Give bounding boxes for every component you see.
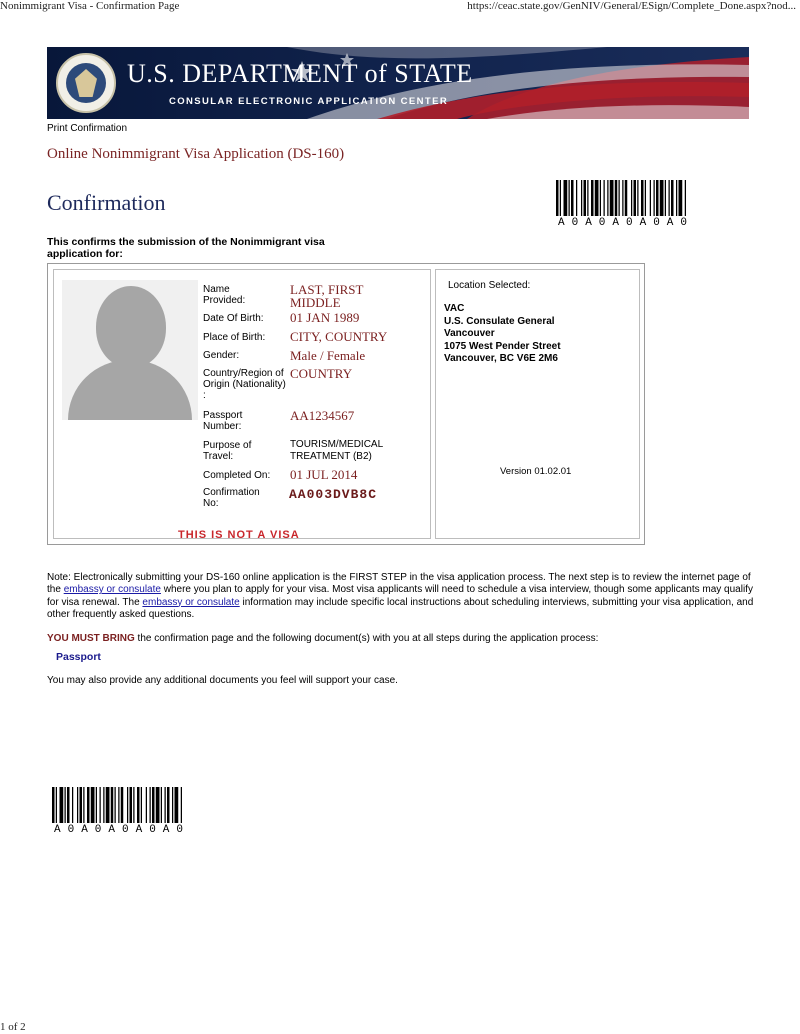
barcode-bottom-text: A0A0A0A0A0 — [54, 824, 191, 836]
must-bring-text: the confirmation page and the following document(s) with you at all steps during the application process: — [134, 633, 599, 644]
location-line: U.S. Consulate General — [444, 315, 555, 327]
pob-label: Place of Birth: — [203, 332, 266, 343]
print-header-url: https://ceac.state.gov/GenNIV/General/ESign/Complete_Done.aspx?nod... — [467, 0, 796, 12]
name-label: Name Provided: — [203, 284, 246, 306]
barcode-bar — [556, 180, 559, 216]
barcode-bar — [152, 787, 155, 823]
embassy-consulate-link[interactable]: embassy or consulate — [63, 584, 161, 596]
barcode-bar — [175, 787, 179, 823]
barcode-bar — [564, 180, 568, 216]
barcode-bar — [146, 787, 147, 823]
location-pane — [435, 269, 640, 539]
barcode-bar — [622, 180, 623, 216]
barcode-bar — [595, 180, 599, 216]
barcode-bar — [100, 787, 101, 823]
embassy-consulate-link-2[interactable]: embassy or consulate — [142, 596, 240, 608]
barcode-bar — [181, 787, 182, 823]
barcode-bar — [641, 180, 644, 216]
barcode-bar — [634, 180, 637, 216]
dob-value: 01 JAN 1989 — [290, 310, 360, 325]
applicant-card — [47, 263, 645, 545]
barcode-bar — [604, 180, 605, 216]
barcode-bottom — [52, 787, 230, 836]
barcode-bar — [615, 180, 618, 216]
state-department-banner — [47, 47, 749, 119]
location-line: Vancouver, BC V6E 2M6 — [444, 353, 558, 364]
must-bring-label: YOU MUST BRING — [47, 633, 135, 644]
barcode-bar — [571, 180, 574, 216]
barcode-bar — [637, 180, 638, 216]
location-line: Vancouver — [444, 328, 495, 339]
barcode-bottom-bars — [52, 787, 230, 823]
barcode-bar — [91, 787, 95, 823]
note-text-1: Note: Electronically submitting your DS-160 online application is the FIRST STEP in the visa application process. The next step is to review the internet page of the — [47, 572, 751, 596]
note-text-3: information may include specific local instructions about scheduling interviews, submitting your visa application, and other frequently asked questions. — [47, 596, 754, 620]
barcode-bar — [669, 180, 670, 216]
page-number: 1 of 2 — [0, 1021, 26, 1033]
barcode-bar — [645, 180, 646, 216]
print-confirmation-label: Print Confirmation — [47, 123, 128, 134]
barcode-bar — [650, 180, 651, 216]
barcode-bar — [87, 787, 90, 823]
department-subtitle: CONSULAR ELECTRONIC APPLICATION CENTER — [169, 96, 449, 107]
barcode-bar — [127, 787, 128, 823]
barcode-bar — [172, 787, 173, 823]
dob-label: Date Of Birth: — [203, 313, 264, 324]
barcode-bar — [660, 180, 664, 216]
barcode-bar — [137, 787, 140, 823]
passport-label: Passport Number: — [203, 410, 243, 432]
barcode-bar — [607, 180, 608, 216]
barcode-bar — [106, 787, 110, 823]
confirmation-label: Confirmation No: — [203, 487, 260, 509]
barcode-bar — [569, 180, 570, 216]
barcode-bar — [60, 787, 64, 823]
barcode-bar — [656, 180, 659, 216]
name-value: LAST, FIRST MIDDLE — [290, 282, 364, 310]
barcode-bar — [631, 180, 632, 216]
barcode-bar — [80, 787, 83, 823]
barcode-bar — [576, 180, 577, 216]
barcode-bar — [679, 180, 683, 216]
note-paragraph — [47, 572, 757, 621]
location-line: VAC — [444, 303, 465, 314]
print-header-title: Nonimmigrant Visa - Confirmation Page — [0, 0, 180, 12]
gender-value: Male / Female — [290, 348, 366, 363]
completed-value: 01 JUL 2014 — [290, 467, 358, 482]
barcode-bar — [671, 180, 674, 216]
department-title: U.S. DEPARTMENT of STATE — [127, 59, 473, 88]
barcode-bar — [587, 180, 588, 216]
location-label: Location Selected: — [448, 280, 531, 291]
barcode-top-bars — [556, 180, 734, 216]
department-seal-icon — [56, 53, 116, 113]
barcode-bar — [103, 787, 104, 823]
note-text-2: where you plan to apply for your visa. Most visa applicants will need to schedule a visa interview, though some applicants may qualify for visa renewal. The — [47, 584, 753, 608]
barcode-top-text: A0A0A0A0A0 — [558, 217, 695, 229]
not-a-visa-notice: THIS IS NOT A VISA — [178, 529, 300, 541]
country-value: COUNTRY — [290, 366, 353, 381]
barcode-bar — [133, 787, 134, 823]
barcode-bar — [581, 180, 582, 216]
barcode-bar — [83, 787, 84, 823]
barcode-bar — [584, 180, 587, 216]
applicant-details-pane — [53, 269, 431, 539]
location-line: 1075 West Pender Street — [444, 340, 561, 352]
barcode-bar — [150, 787, 151, 823]
confirmation-heading: Confirmation — [47, 190, 166, 215]
passport-value: AA1234567 — [290, 408, 355, 423]
pob-value: CITY, COUNTRY — [290, 329, 388, 344]
confirmation-number: AA003DVB8C — [289, 487, 378, 502]
barcode-bar — [685, 180, 686, 216]
barcode-bar — [619, 180, 620, 216]
barcode-bar — [665, 180, 666, 216]
barcode-bar — [165, 787, 166, 823]
barcode-bar — [625, 180, 628, 216]
barcode-bar — [130, 787, 133, 823]
country-label: Country/Region of Origin (Nationality) : — [203, 368, 286, 401]
barcode-bar — [67, 787, 70, 823]
applicant-photo-placeholder-icon — [62, 280, 198, 420]
barcode-bar — [654, 180, 655, 216]
barcode-bar — [77, 787, 78, 823]
barcode-bar — [56, 787, 57, 823]
barcode-bar — [121, 787, 124, 823]
must-bring-paragraph — [47, 633, 757, 645]
barcode-bar — [118, 787, 119, 823]
print-header — [0, 0, 800, 14]
confirms-text: This confirms the submission of the Nonimmigrant visa application for: — [47, 236, 325, 260]
purpose-value: TOURISM/MEDICAL TREATMENT (B2) — [290, 439, 383, 462]
barcode-bar — [156, 787, 160, 823]
gender-label: Gender: — [203, 350, 240, 361]
application-title: Online Nonimmigrant Visa Application (DS-160) — [47, 146, 345, 162]
barcode-bar — [72, 787, 73, 823]
barcode-bar — [65, 787, 66, 823]
barcode-bar — [96, 787, 97, 823]
barcode-top — [556, 180, 734, 229]
completed-label: Completed On: — [203, 470, 271, 481]
additional-documents-text: You may also provide any additional documents you feel will support your case. — [47, 675, 398, 686]
barcode-bar — [167, 787, 170, 823]
barcode-bar — [111, 787, 114, 823]
purpose-label: Purpose of Travel: — [203, 440, 252, 462]
location-address — [444, 303, 561, 366]
barcode-bar — [161, 787, 162, 823]
barcode-bar — [115, 787, 116, 823]
barcode-bar — [610, 180, 614, 216]
required-document-passport: Passport — [56, 651, 101, 663]
barcode-bar — [560, 180, 561, 216]
barcode-bar — [676, 180, 677, 216]
barcode-bar — [52, 787, 55, 823]
barcode-bar — [141, 787, 142, 823]
version-text: Version 01.02.01 — [500, 466, 572, 477]
barcode-bar — [591, 180, 594, 216]
barcode-bar — [600, 180, 601, 216]
